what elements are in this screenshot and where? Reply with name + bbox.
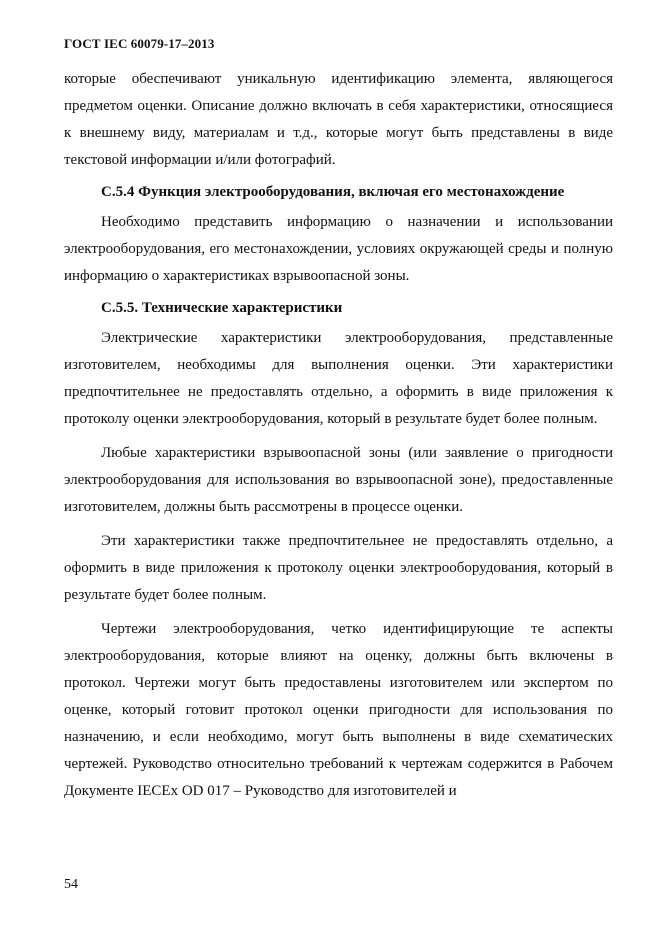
section-heading-c55: С.5.5. Технические характеристики (101, 300, 343, 316)
paragraph-drawings: Чертежи электрооборудования, четко идентифицирующие те аспекты электрооборудования, которые влияют на оценку, должны быть включены в протокол. Чертежи могут быть предоставлены изготовителем или экспертом по оценке, который готовит протокол оценки пригодности для использования по назначению, и если необходимо, могут быть выполнены в виде схематических чертежей. Руководство относительно требований к чертежам содержится в Рабочем Документе IECEx OD 017 – Руководство для изготовителей и (64, 621, 613, 799)
paragraph-continuation: которые обеспечивают уникальную идентификацию элемента, являющегося предметом оценки. Описание должно включать в себя характеристики, относящиеся к внешнему виду, материалам и т.д., которые могут быть представлены в виде текстовой информации и/или фотографий. (64, 71, 613, 168)
paragraph-function-info: Необходимо представить информацию о назначении и использовании электрооборудования, его местонахождении, условиях окружающей среды и полную информацию о характеристиках взрывоопасной зоны. (64, 214, 613, 284)
document-header: ГОСТ IEC 60079-17–2013 (64, 36, 215, 51)
paragraph-appendix-note: Эти характеристики также предпочтительнее не предоставлять отдельно, а оформить в виде приложения к протоколу оценки электрооборудования, который в результате будет более полным. (64, 533, 613, 603)
page-body (64, 66, 613, 805)
section-heading-c54: С.5.4 Функция электрооборудования, включая его местонахождение (101, 184, 565, 200)
paragraph-hazardous-zone: Любые характеристики взрывоопасной зоны (или заявление о пригодности электрооборудования для использования во взрывоопасной зоне), предоставленные изготовителем, должны быть рассмотрены в процессе оценки. (64, 445, 613, 515)
page-number: 54 (64, 877, 78, 892)
paragraph-electrical-characteristics: Электрические характеристики электрооборудования, представленные изготовителем, необходимы для выполнения оценки. Эти характеристики предпочтительнее не предоставлять отдельно, а оформить в виде приложения к протоколу оценки электрооборудования, который в результате будет более полным. (64, 330, 613, 427)
